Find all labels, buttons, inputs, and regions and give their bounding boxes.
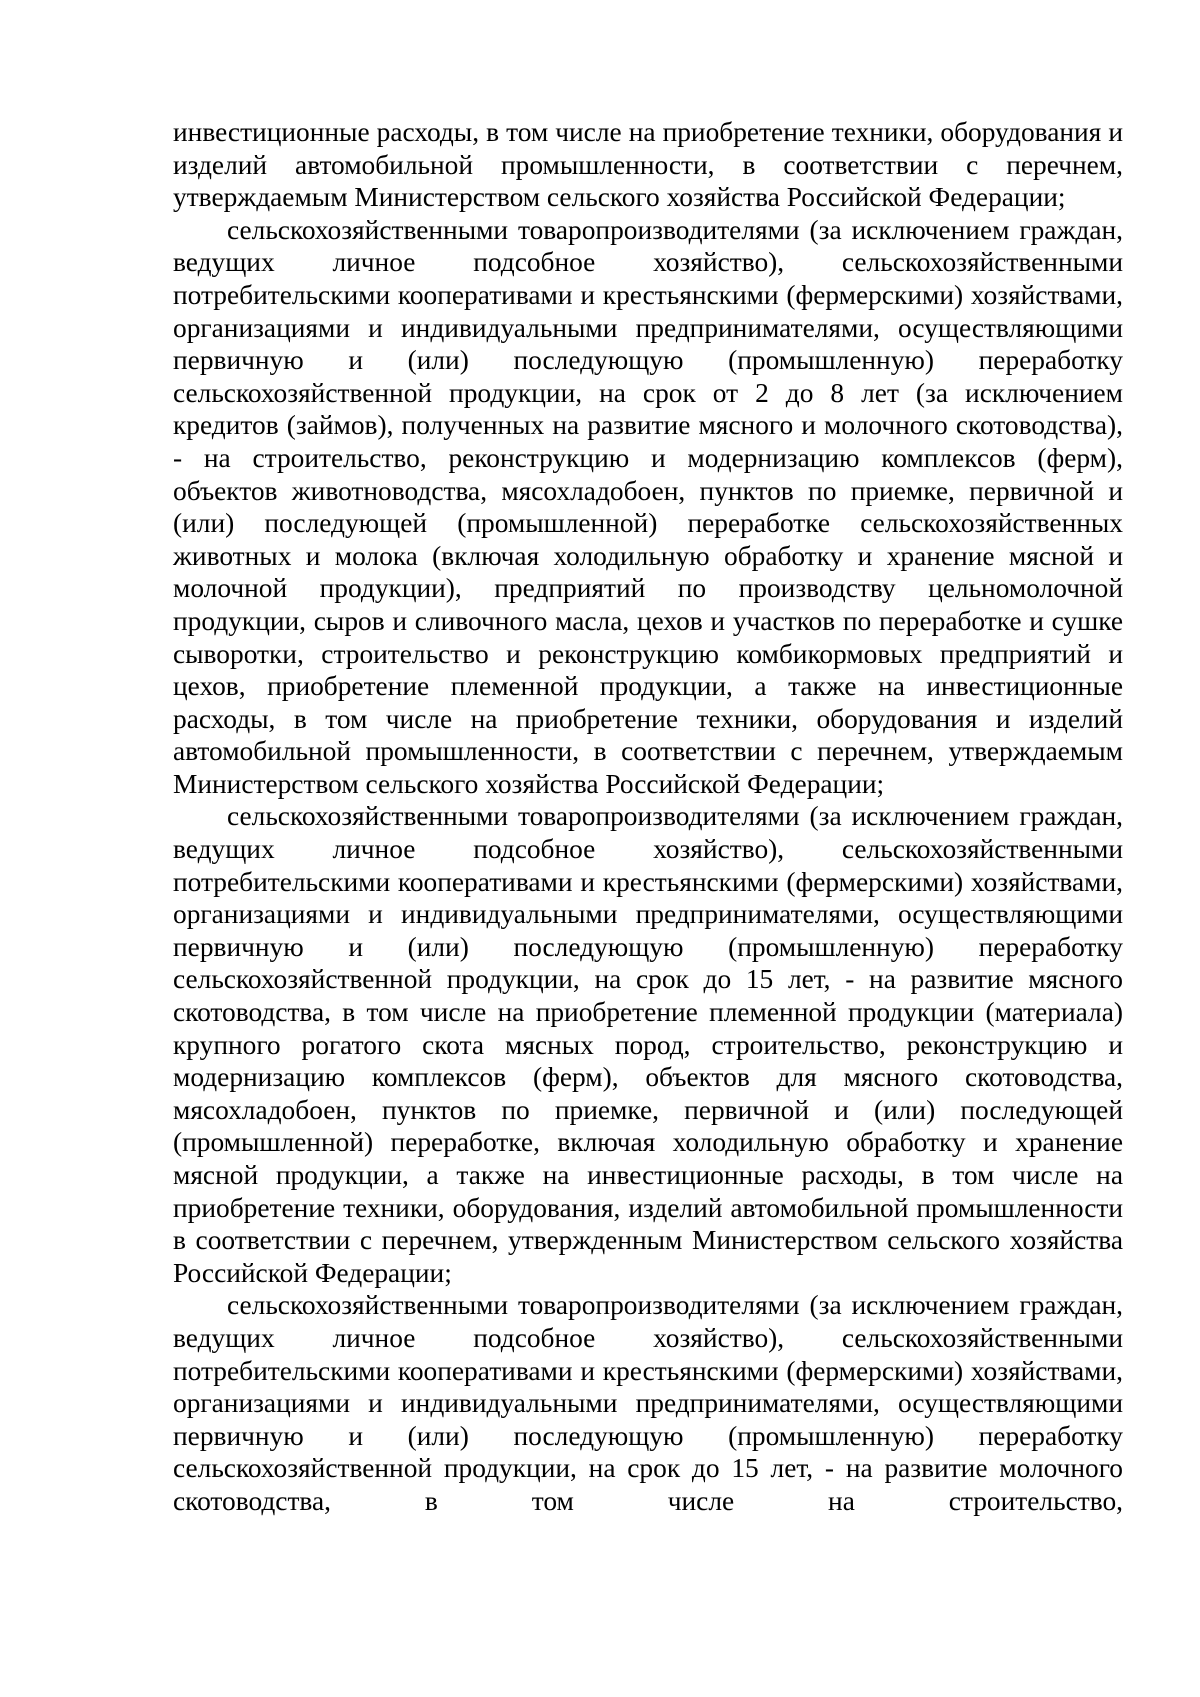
paragraph-processing-2-8-years: сельскохозяйственными товаропроизводителями (за исключением граждан, ведущих личное подсобное хозяйство), сельскохозяйственными потребительскими кооперативами и крестьянскими (фермерскими) хозяйствами, организациями и индивидуальными предпринимателями, осуществляющими первичную и (или) последующую (промышленную) переработку сельскохозяйственной продукции, на срок от 2 до 8 лет (за исключением кредитов (займов), полученных на развитие мясного и молочного скотоводства), - на строительство, реконструкцию и модернизацию комплексов (ферм), объектов животноводства, мясохладобоен, пунктов по приемке, первичной и (или) последующей (промышленной) переработке сельскохозяйственных животных и молока (включая холодильную обработку и хранение мясной и молочной продукции), предприятий по производству цельномолочной продукции, сыров и сливочного масла, цехов и участков по переработке и сушке сыворотки, строительство и реконструкцию комбикормовых предприятий и цехов, приобретение племенной продукции, а также на инвестиционные расходы, в том числе на приобретение техники, оборудования и изделий автомобильной промышленности, в соответствии с перечнем, утверждаемым Министерством сельского хозяйства Российской Федерации; bbox=[173, 214, 1123, 799]
document-body bbox=[173, 116, 1123, 1518]
paragraph-continuation: инвестиционные расходы, в том числе на приобретение техники, оборудования и изделий автомобильной промышленности, в соответствии с перечнем, утверждаемым Министерством сельского хозяйства Российской Федерации; bbox=[173, 117, 1123, 213]
paragraph-meat-cattle-15-years: сельскохозяйственными товаропроизводителями (за исключением граждан, ведущих личное подсобное хозяйство), сельскохозяйственными потребительскими кооперативами и крестьянскими (фермерскими) хозяйствами, организациями и индивидуальными предпринимателями, осуществляющими первичную и (или) последующую (промышленную) переработку сельскохозяйственной продукции, на срок до 15 лет, - на развитие мясного скотоводства, в том числе на приобретение племенной продукции (материала) крупного рогатого скота мясных пород, строительство, реконструкцию и модернизацию комплексов (ферм), объектов для мясного скотоводства, мясохладобоен, пунктов по приемке, первичной и (или) последующей (промышленной) переработке, включая холодильную обработку и хранение мясной продукции, а также на инвестиционные расходы, в том числе на приобретение техники, оборудования, изделий автомобильной промышленности в соответствии с перечнем, утвержденным Министерством сельского хозяйства Российской Федерации; bbox=[173, 801, 1123, 1288]
paragraph-dairy-cattle-15-years: сельскохозяйственными товаропроизводителями (за исключением граждан, ведущих личное подсобное хозяйство), сельскохозяйственными потребительскими кооперативами и крестьянскими (фермерскими) хозяйствами, организациями и индивидуальными предпринимателями, осуществляющими первичную и (или) последующую (промышленную) переработку сельскохозяйственной продукции, на срок до 15 лет, - на развитие молочного скотоводства, в том числе на строительство, bbox=[173, 1290, 1123, 1516]
